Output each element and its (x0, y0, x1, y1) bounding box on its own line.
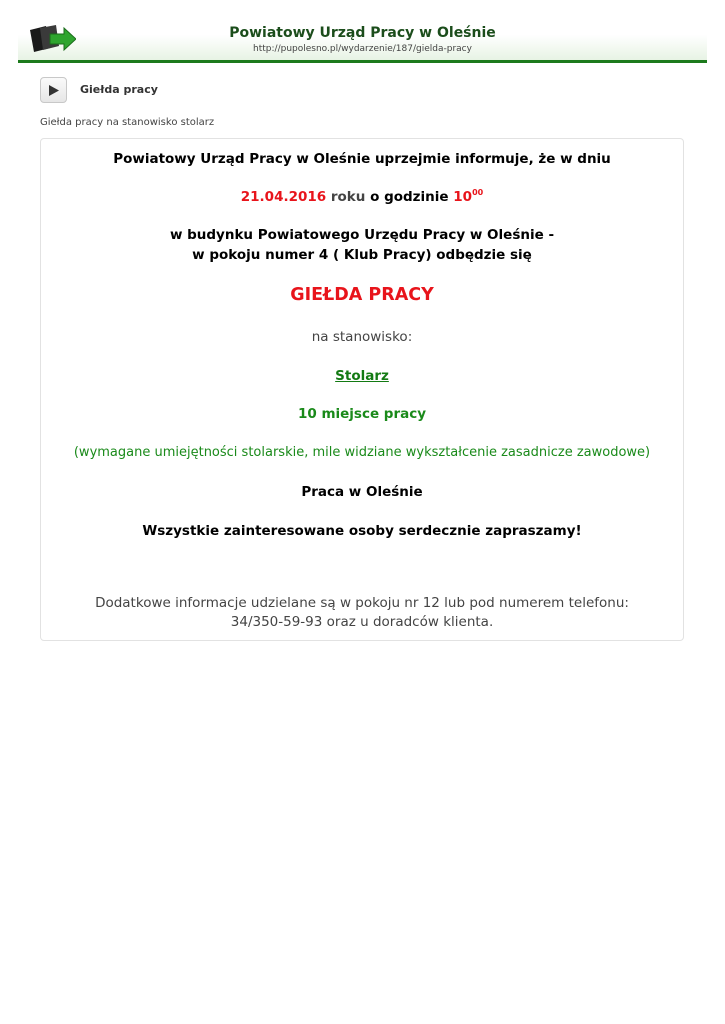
work-location: Praca w Oleśnie (301, 484, 423, 500)
position-name: Stolarz (335, 368, 389, 384)
play-arrow-icon (49, 85, 59, 96)
event-date: 21.04.2016 (240, 189, 327, 205)
page-header (18, 18, 707, 63)
notice-card (40, 138, 684, 641)
nav-label[interactable]: Giełda pracy (80, 83, 158, 96)
building-line-1: w budynku Powiatowego Urzędu Pracy w Oleśnie - (169, 227, 555, 243)
info-line-2: 34/350-59-93 oraz u doradców klienta. (230, 614, 494, 630)
notice-date-line (41, 188, 683, 205)
event-hour (453, 189, 483, 205)
page-subtitle: Giełda pracy na stanowisko stolarz (40, 117, 215, 128)
site-url[interactable]: http://pupolesno.pl/wydarzenie/187/gielda-pracy (253, 44, 472, 54)
requirements: (wymagane umiejętności stolarskie, mile widziane wykształcenie zasadnicze zawodowe) (73, 445, 651, 460)
invitation: Wszystkie zainteresowane osoby serdecznie zapraszamy! (142, 523, 582, 539)
event-title: GIEŁDA PRACY (290, 285, 434, 305)
notice-intro: Powiatowy Urząd Pracy w Oleśnie uprzejmie informuje, że w dniu (113, 151, 611, 167)
position-intro: na stanowisko: (311, 329, 413, 345)
event-minutes: 00 (472, 188, 484, 197)
info-line-1: Dodatkowe informacje udzielane są w pokoju nr 12 lub pod numerem telefonu: (95, 595, 629, 611)
vacancies: 10 miejsce pracy (297, 406, 427, 422)
year-label: roku (330, 189, 366, 205)
building-line-2: w pokoju numer 4 ( Klub Pracy) odbędzie się (192, 247, 532, 263)
event-hour-value: 10 (453, 189, 473, 205)
site-title: Powiatowy Urząd Pracy w Oleśnie (229, 25, 496, 41)
time-label: o godzinie (370, 189, 449, 205)
nav-button[interactable] (40, 77, 67, 103)
